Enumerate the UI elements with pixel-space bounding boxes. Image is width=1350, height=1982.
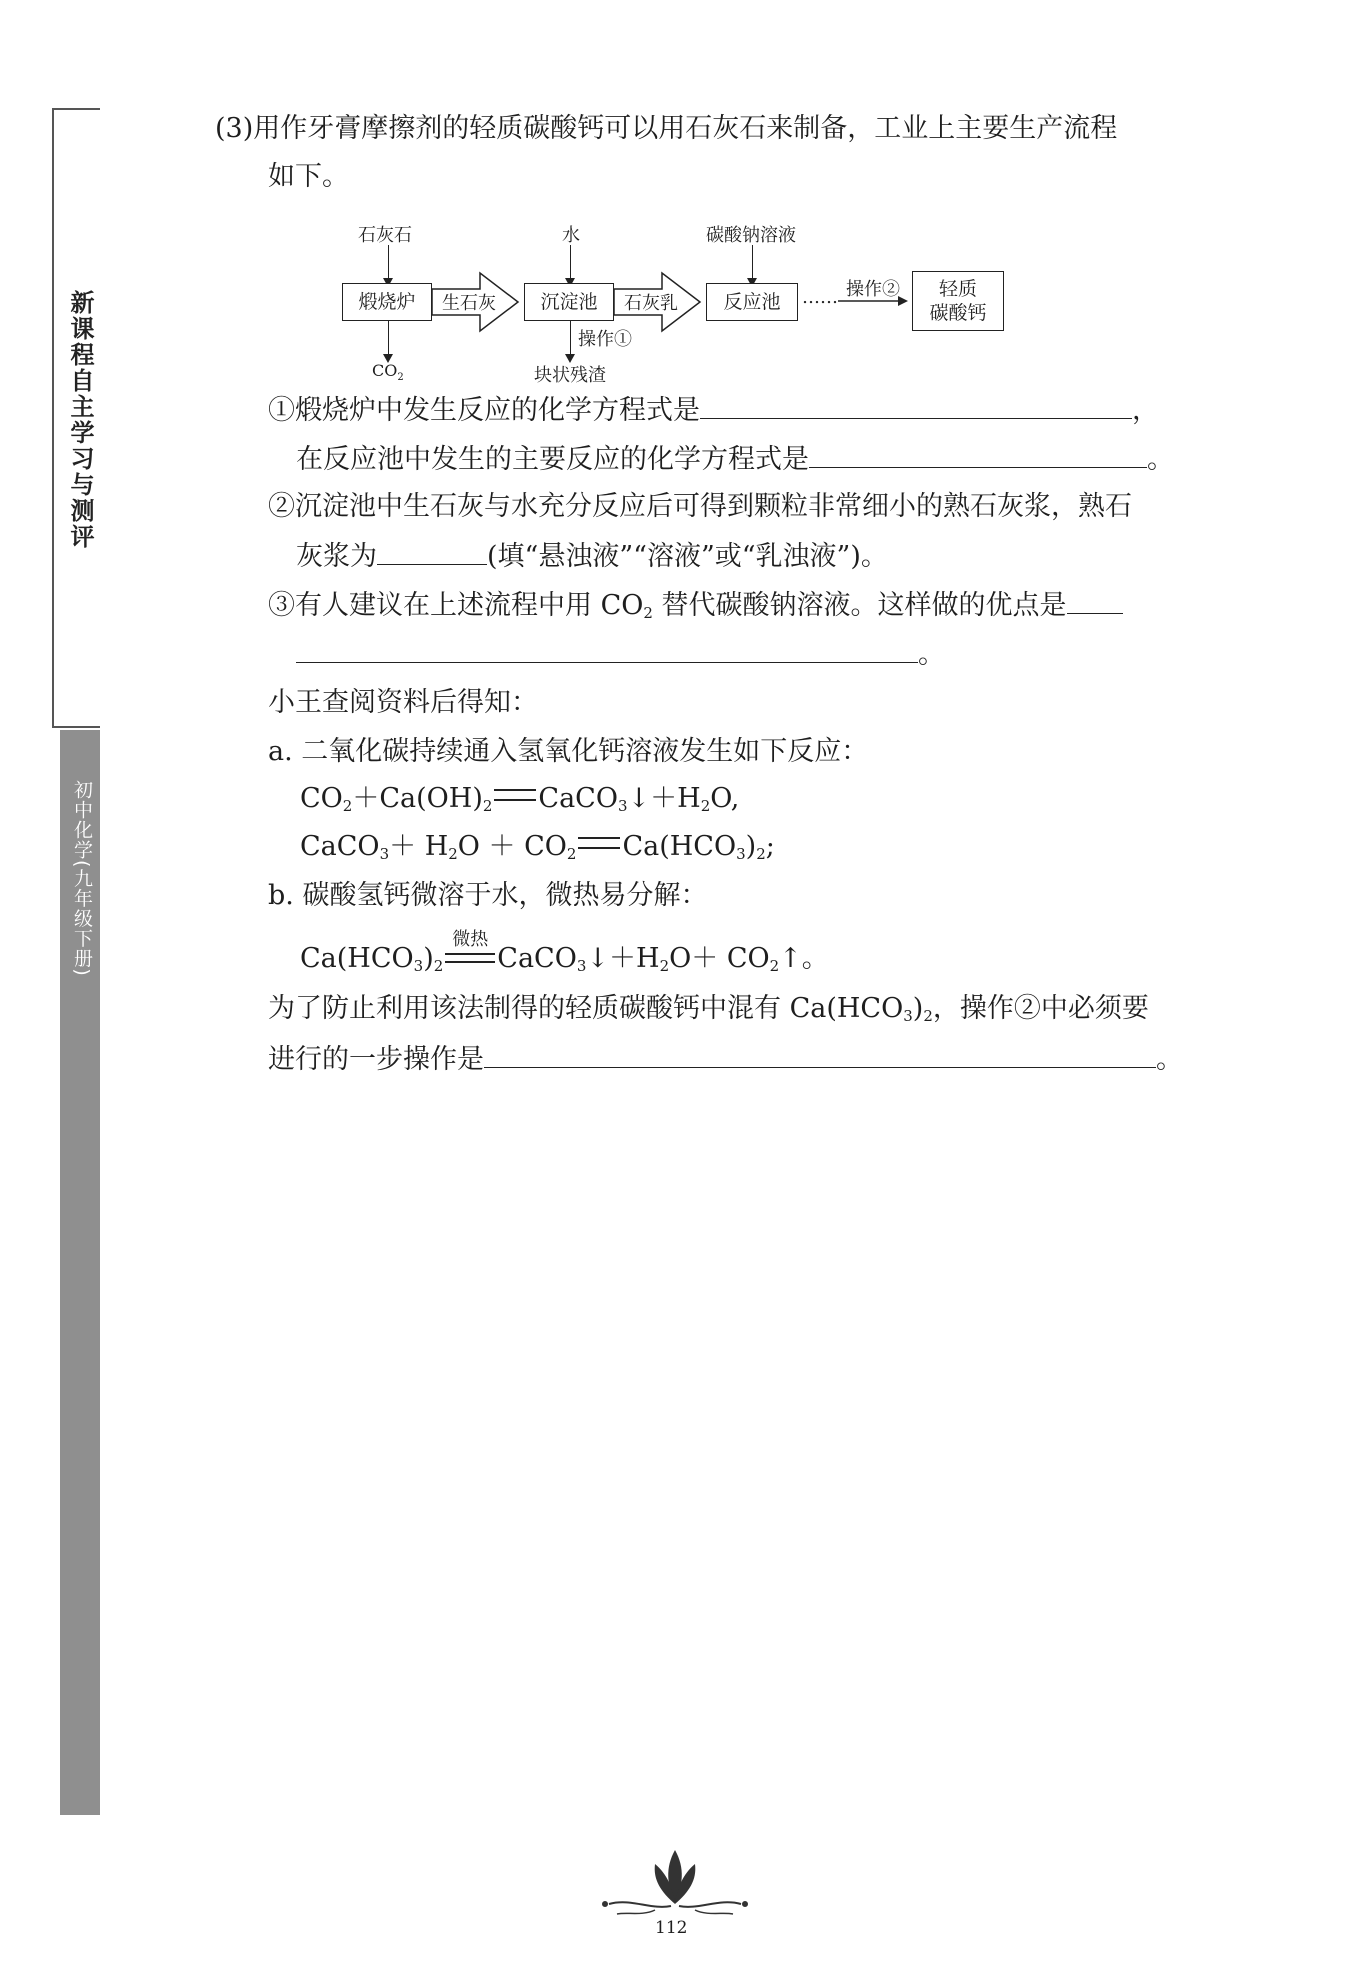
side-tab-series-title: 新课程自主学习与测评 <box>66 290 94 550</box>
flow-output-co2: $CO_2$ <box>372 361 404 383</box>
info-a-text: a. 二氧化碳持续通入氢氧化钙溶液发生如下反应： <box>268 736 869 767</box>
flow-box-settling-tank: 沉淀池 <box>524 283 614 321</box>
intro-line-1: (3)用作牙膏摩擦剂的轻质碳酸钙可以用石灰石来制备，工业上主要生产流程 <box>215 113 1118 144</box>
q3-line-2: 。 <box>296 636 945 672</box>
flow-label-operation-2: 操作② <box>846 279 900 300</box>
equation-2: CaCO$_3$＋ $H_2O + CO_2$ $Ca(HCO_3)_2$; <box>300 831 775 863</box>
flow-box-furnace: 煅烧炉 <box>342 283 432 321</box>
q3-line-1: ③有人建议在上述流程中用 $CO_2$ 替代碳酸钠溶液。这样做的优点是 <box>268 587 1123 630</box>
q2-answer-blank[interactable] <box>377 538 487 565</box>
q3-answer-blank-1[interactable] <box>1067 587 1123 614</box>
q1-line-2: 在反应池中发生的主要反应的化学方程式是 。 <box>296 441 1174 477</box>
final-answer-blank[interactable] <box>484 1041 1156 1068</box>
flow-label-lime-milk: 石灰乳 <box>624 293 678 314</box>
equation-1: $CO_2+Ca(OH)_2$ $CaCO_3↓+H_2O$, <box>300 783 740 815</box>
flow-input-limestone: 石灰石 <box>358 225 412 246</box>
q3-answer-blank-2[interactable] <box>296 636 918 663</box>
flow-input-sodium-carbonate: 碳酸钠溶液 <box>706 225 796 246</box>
info-b-text: b. 碳酸氢钙微溶于水，微热易分解： <box>268 880 708 911</box>
q1-answer-blank-2[interactable] <box>809 441 1147 468</box>
equation-3: $Ca(HCO_3)_2$ 微热 $CaCO_3↓+H_2O+$ $CO_2↑$。 <box>300 929 829 975</box>
flow-box-reaction-tank: 反应池 <box>706 283 798 321</box>
q2-line-1: ②沉淀池中生石灰与水充分反应后可得到颗粒非常细小的熟石灰浆，熟石 <box>268 491 1132 522</box>
q1-line-1: ①煅烧炉中发生反应的化学方程式是 ， <box>268 392 1159 428</box>
final-line-2: 进行的一步操作是 。 <box>268 1041 1183 1077</box>
product-line-1: 轻质 <box>938 278 977 300</box>
info-heading: 小王查阅资料后得知： <box>268 687 538 718</box>
flow-label-quicklime: 生石灰 <box>442 293 496 314</box>
page-number: 112 <box>655 1918 688 1938</box>
final-line-1: 为了防止利用该法制得的轻质碳酸钙中混有 $Ca(HCO_3)_2$，操作②中必须要 <box>268 993 1149 1025</box>
flow-line <box>570 321 571 357</box>
process-flow-diagram <box>330 215 1020 385</box>
side-tab-subject-title: 初中化学(九年级下册) <box>71 780 93 977</box>
flow-box-product <box>912 271 1004 331</box>
q1-answer-blank-1[interactable] <box>700 392 1132 419</box>
flow-output-residue: 块状残渣 <box>534 365 606 386</box>
q2-line-2: 灰浆为 (填“悬浊液”“溶液”或“乳浊液”)。 <box>296 538 888 574</box>
flow-label-operation-1: 操作① <box>578 329 632 350</box>
intro-line-2: 如下。 <box>268 161 349 192</box>
product-line-2: 碳酸钙 <box>929 302 987 324</box>
flow-dots: …… <box>802 287 838 308</box>
flow-input-water: 水 <box>562 225 580 246</box>
floral-ornament-icon <box>595 1840 755 1920</box>
flow-line <box>388 321 389 357</box>
